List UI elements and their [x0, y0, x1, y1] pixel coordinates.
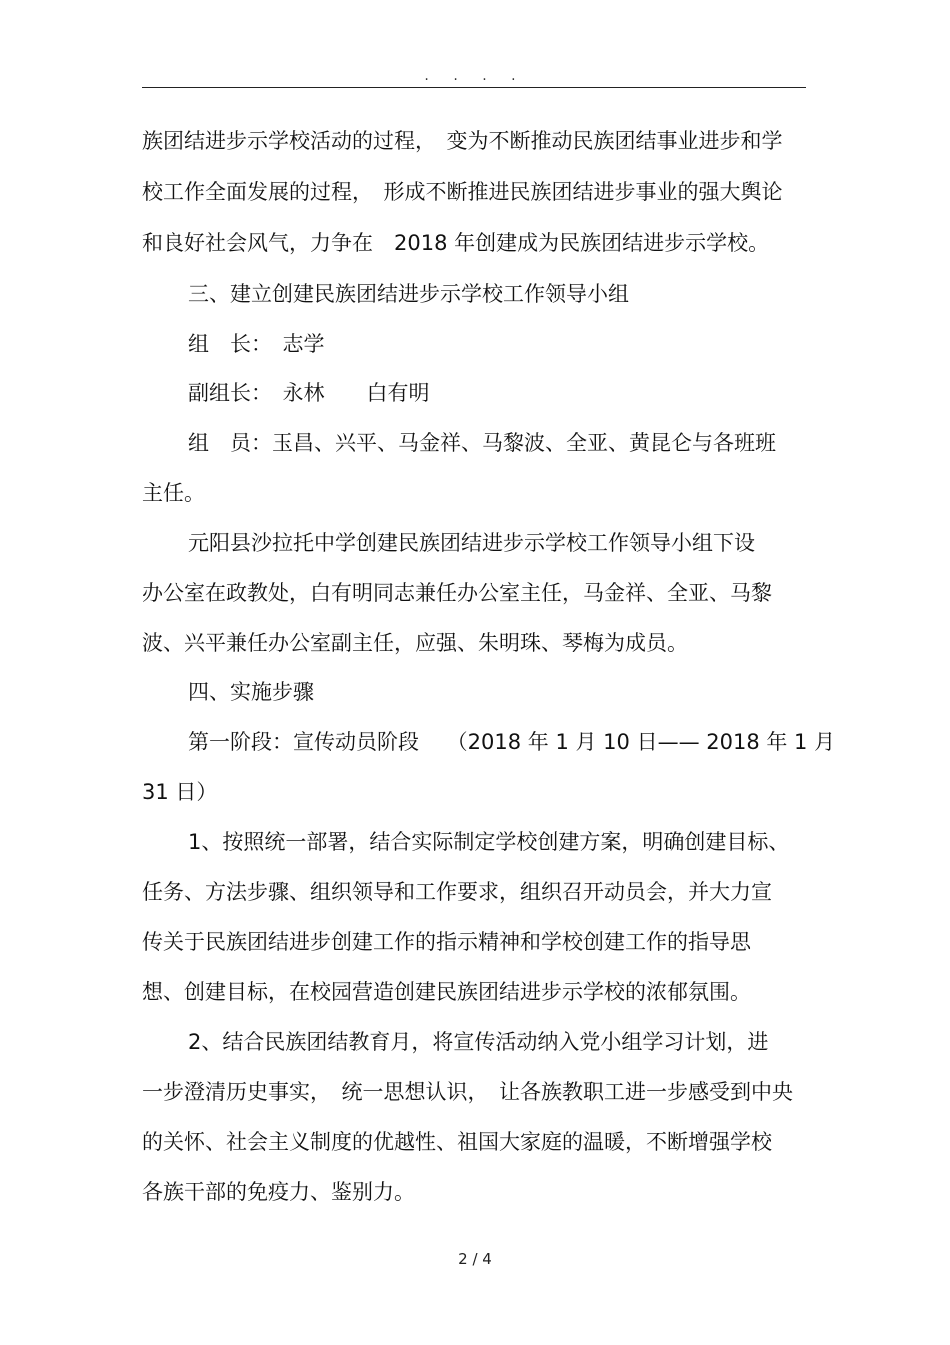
- body-line: 波、兴平兼任办公室副主任，应强、朱明珠、琴梅为成员。: [142, 631, 688, 655]
- body-line: 校工作全面发展的过程， 形成不断推进民族团结进步事业的强大舆论: [142, 180, 783, 204]
- body-line: 31 日）: [142, 780, 218, 804]
- header-rule: [142, 87, 806, 88]
- body-line: 任务、方法步骤、组织领导和工作要求，组织召开动员会，并大力宣: [142, 880, 772, 904]
- body-line: 组 长： 志学: [188, 332, 325, 356]
- body-line: 和良好社会风气，力争在 2018 年创建成为民族团结进步示学校。: [142, 231, 770, 255]
- body-line: 办公室在政教处，白有明同志兼任办公室主任，马金祥、全亚、马黎: [142, 581, 772, 605]
- body-line: 元阳县沙拉托中学创建民族团结进步示学校工作领导小组下设: [188, 531, 755, 555]
- body-line: 各族干部的免疫力、鉴别力。: [142, 1180, 415, 1204]
- section-heading: 三、建立创建民族团结进步示学校工作领导小组: [188, 282, 629, 306]
- body-line: 组 员：玉昌、兴平、马金祥、马黎波、全亚、黄昆仑与各班班: [188, 431, 776, 455]
- body-line: 2、结合民族团结教育月，将宣传活动纳入党小组学习计划，进: [188, 1030, 769, 1054]
- body-line: 第一阶段：宣传动员阶段 （2018 年 1 月 10 日—— 2018 年 1 月: [188, 730, 836, 754]
- page-number: 2 / 4: [458, 1250, 492, 1268]
- body-line: 族团结进步示学校活动的过程， 变为不断推动民族团结事业进步和学: [142, 129, 783, 153]
- body-line: 传关于民族团结进步创建工作的指示精神和学校创建工作的指导思: [142, 930, 751, 954]
- body-line: 想、创建目标，在校园营造创建民族团结进步示学校的浓郁氛围。: [142, 980, 751, 1004]
- body-line: 1、按照统一部署，结合实际制定学校创建方案，明确创建目标、: [188, 830, 790, 854]
- body-line: 主任。: [142, 481, 205, 505]
- header-dots: · · · ·: [424, 72, 526, 88]
- body-line: 副组长： 永林 白有明: [188, 381, 430, 405]
- section-heading: 四、实施步骤: [188, 680, 314, 704]
- body-line: 一步澄清历史事实， 统一思想认识， 让各族教职工进一步感受到中央: [142, 1080, 793, 1104]
- body-line: 的关怀、社会主义制度的优越性、祖国大家庭的温暖，不断增强学校: [142, 1130, 772, 1154]
